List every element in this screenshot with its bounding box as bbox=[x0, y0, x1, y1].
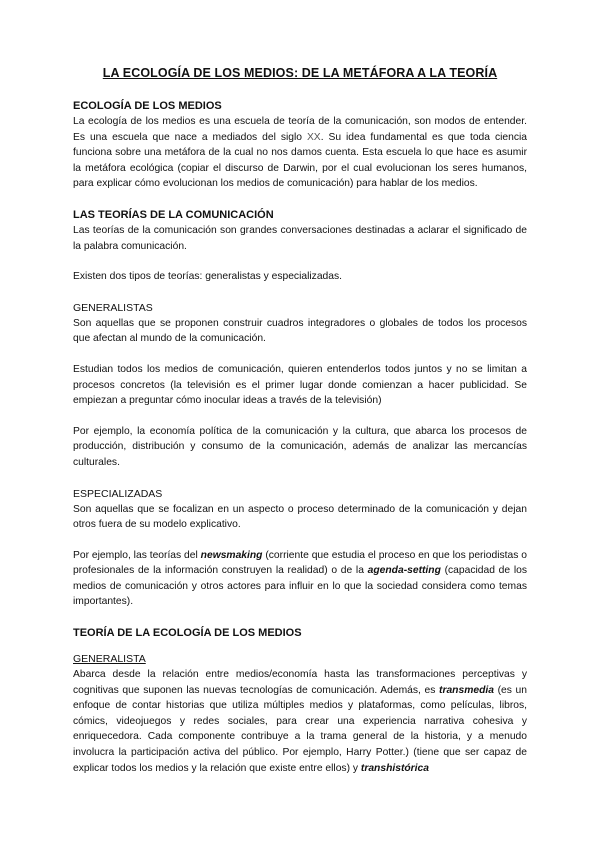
paragraph-text: Por ejemplo, las teorías del bbox=[73, 549, 201, 561]
term-transhistorica: transhistórica bbox=[360, 762, 429, 774]
heading-teoria-ecologia: TEORÍA DE LA ECOLOGÍA DE LOS MEDIOS bbox=[73, 627, 302, 640]
paragraph-generalista bbox=[73, 667, 527, 776]
term-agenda-setting: agenda-setting bbox=[367, 565, 441, 577]
paragraph-tipos: Existen dos tipos de teorías: generalistas y especializadas. bbox=[73, 271, 343, 283]
heading-ecologia: ECOLOGÍA DE LOS MEDIOS bbox=[73, 100, 222, 112]
heading-teorias: LAS TEORÍAS DE LA COMUNICACIÓN bbox=[73, 208, 274, 221]
paragraph-text: (corriente que estudia el proceso en que los periodistas o profesionales de la información construyen la realidad) o de la bbox=[73, 549, 527, 577]
paragraph-text: Abarca desde la relación entre medios/economía hasta las transformaciones perceptivas y cognitivas que suponen las nuevas tecnologías de comunicación. Además, es bbox=[73, 669, 527, 696]
term-transmedia: transmedia bbox=[439, 684, 494, 696]
paragraph-generalistas-2: Estudian todos los medios de comunicación, quieren entenderlos todos juntos y no se limitan a procesos concretos (la televisión es el primer lugar donde comienzan a hacer publicidad. Se empiezan a preguntar cómo inocular ideas a través de la televisión) bbox=[73, 363, 527, 407]
term-newsmaking: newsmaking bbox=[200, 549, 263, 561]
paragraph-teorias: Las teorías de la comunicación son grandes conversaciones destinadas a aclarar el significado de la palabra comunicación. bbox=[73, 224, 527, 252]
paragraph-especializadas-1: Son aquellas que se focalizan en un aspecto o proceso determinado de la comunicación y dejan otros fuera de su modelo explicativo. bbox=[73, 503, 527, 531]
document-page bbox=[73, 66, 527, 776]
paragraph-text: (es un enfoque de contar historias que utiliza múltiples medios y plataformas, como películas, libros, cómics, videojuegos y redes sociales, para crear una experiencia narrativa cohesiva y enriquecedora. Cada componente contribuye a la trama general de la historia, y a menudo involucra la participación activa del público. Por ejemplo, Harry Potter.) (tiene que ser capaz de explicar todos los medios y la relación que existe entre ellos) y bbox=[73, 684, 527, 774]
paragraph-ecologia bbox=[73, 114, 527, 192]
paragraph-text: La ecología de los medios es una escuela de teoría de la comunicación, son modos de entender. Es una escuela que nace a mediados del siglo bbox=[73, 116, 527, 143]
paragraph-text: (capacidad de los medios de comunicación y otros actores para influir en lo que la sociedad considera como temas importantes). bbox=[73, 565, 527, 608]
label-generalista: GENERALISTA bbox=[73, 653, 146, 666]
label-generalistas: GENERALISTAS bbox=[73, 301, 153, 314]
label-especializadas: ESPECIALIZADAS bbox=[73, 487, 163, 500]
paragraph-generalistas-1: Son aquellas que se proponen construir cuadros integradores o globales de todos los procesos que afectan al mundo de la comunicación. bbox=[73, 317, 527, 345]
century-xx: XX bbox=[306, 131, 321, 143]
document-title: LA ECOLOGÍA DE LOS MEDIOS: DE LA METÁFORA A LA TEORÍA bbox=[102, 66, 498, 80]
paragraph-especializadas-2 bbox=[73, 548, 527, 610]
paragraph-generalistas-3: Por ejemplo, la economía política de la comunicación y la cultura, que abarca los procesos de producción, distribución y consumo de la comunicación, además de analizar las mercancías culturales. bbox=[73, 425, 527, 468]
paragraph-text: . Su idea fundamental es que toda ciencia funciona sobre una metáfora de la cual no nos damos cuenta. Esta escuela lo que hace es asumir la metáfora ecológica (copiar el discurso de Darwin, por el cual evolucionan los seres humanos, para explicar cómo evolucionan los medios de comunicación) para hablar de los medios. bbox=[73, 131, 527, 190]
